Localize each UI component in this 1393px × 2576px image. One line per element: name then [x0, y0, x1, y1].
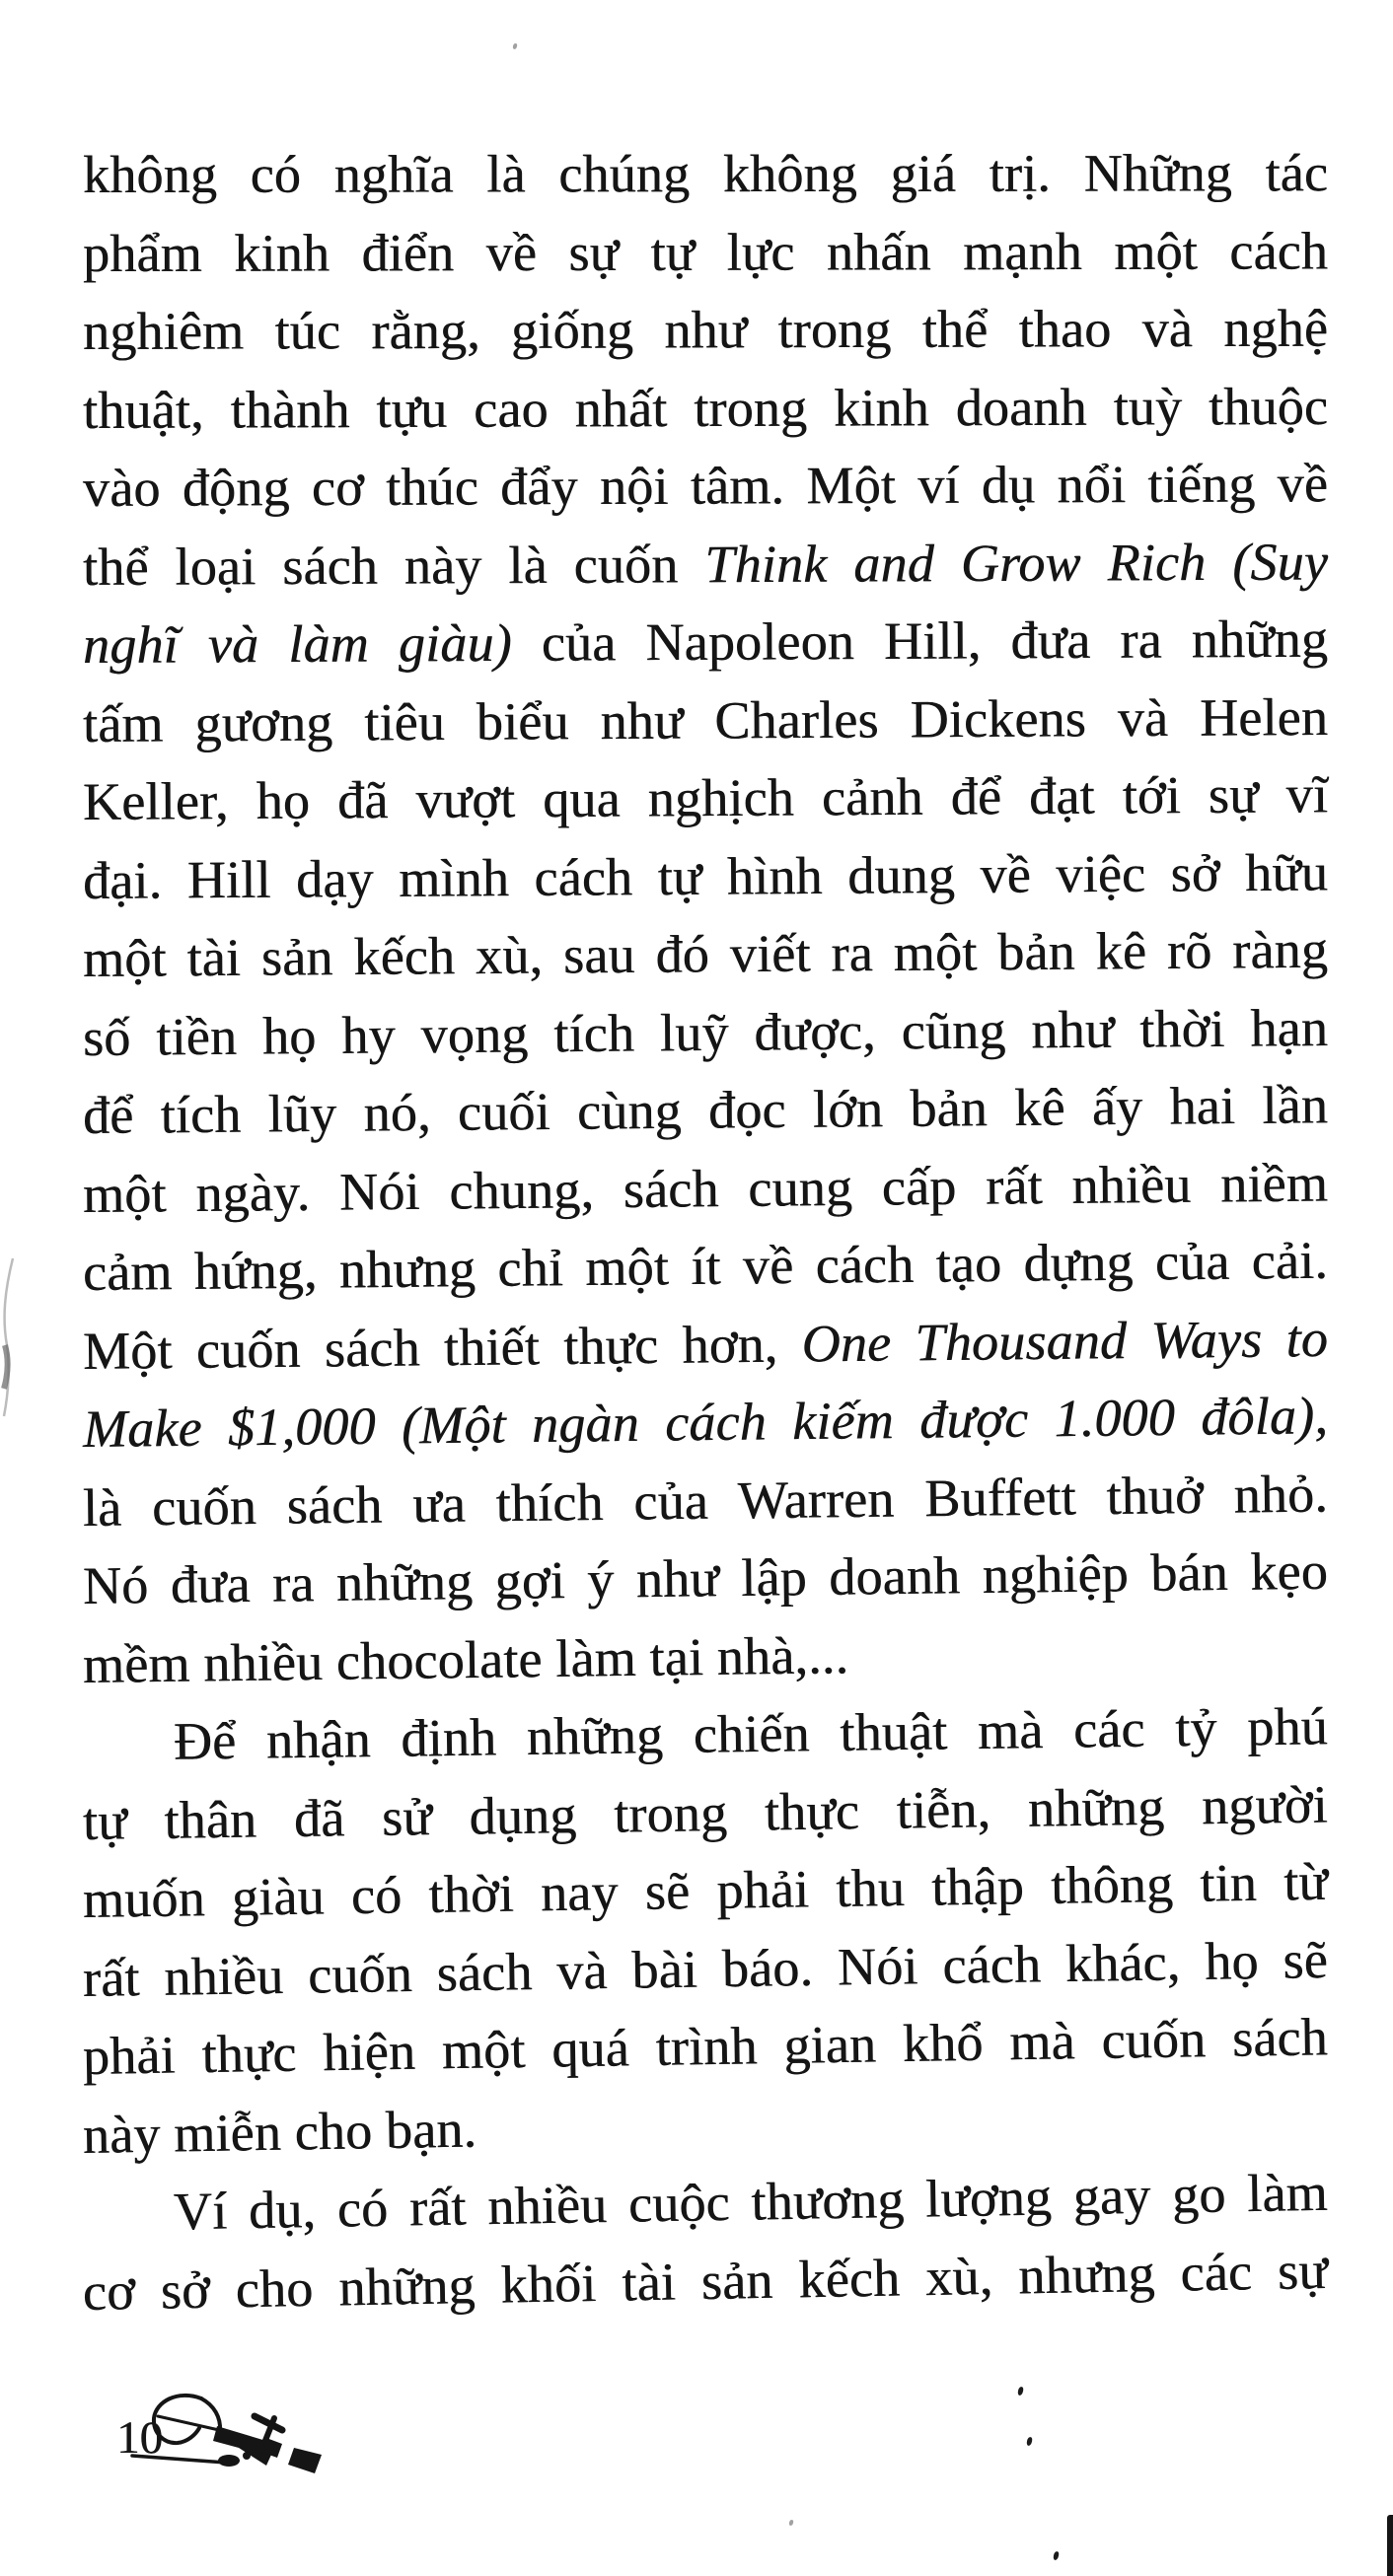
scan-smudge: [0, 1254, 22, 1422]
text-segment: thuật, thành tựu cao nhất trong kinh doanh tuỳ thuộc: [82, 376, 1329, 440]
text-line: [83, 678, 1328, 763]
text-segment: này miễn cho bạn.: [82, 2099, 477, 2165]
text-line: [83, 212, 1328, 293]
text-line: [82, 1533, 1328, 1626]
text-segment: để tích lũy nó, cuối cùng đọc lớn bản kê ấy hai lần: [82, 1075, 1329, 1145]
text-segment: Một cuốn sách thiết thực hơn,: [82, 1313, 802, 1381]
text-segment: của Napoleon Hill, đưa ra những: [511, 608, 1329, 673]
text-line: [83, 1222, 1329, 1313]
text-line: [83, 1144, 1329, 1234]
text-block: [83, 136, 1328, 2331]
text-segment: không có nghĩa là chúng không giá trị. Những tác: [82, 143, 1329, 204]
text-segment: phẩm kinh điển về sự tự lực nhấn mạnh một cách: [82, 220, 1329, 283]
text-segment: vào động cơ thúc đẩy nội tâm. Một ví dụ nổi tiếng về: [82, 454, 1329, 518]
text-segment: phải thực hiện một quá trình gian khổ mà cuốn sách: [82, 2007, 1329, 2086]
text-line: [83, 601, 1328, 685]
text-segment: Keller, họ đã vượt qua nghịch cảnh để đạt tới sự vĩ: [82, 764, 1329, 831]
text-segment: nghiêm túc rằng, giống như trong thể thao và nghệ: [82, 298, 1329, 361]
text-line: [83, 989, 1329, 1077]
text-segment: tự thân đã sử dụng trong thực tiễn, những người: [82, 1774, 1329, 1851]
text-line: [83, 1066, 1329, 1155]
text-segment: tấm gương tiêu biểu như Charles Dickens và Helen: [82, 686, 1329, 753]
text-segment: một tài sản kếch xù, sau đó viết ra một bản kê rõ ràng: [82, 919, 1329, 988]
text-segment: thể loại sách này là cuốn: [82, 534, 705, 597]
text-line: [83, 833, 1329, 920]
text-segment: Ví dụ, có rất nhiều cuộc thương lượng gay go làm: [173, 2162, 1329, 2242]
scan-speck: [1053, 2551, 1060, 2561]
scan-speck: [788, 2520, 793, 2527]
text-segment: là cuốn sách ưa thích của Warren Buffett thuở nhỏ.: [82, 1464, 1329, 1538]
page-number: 10: [116, 2412, 163, 2464]
text-line: [83, 134, 1328, 214]
text-segment: Nó đưa ra những gợi ý như lập doanh nghiệp bán kẹo: [82, 1540, 1329, 1615]
book-title-italic: Make $1,000 (Một ngàn cách kiếm được 1.000 đôla),: [82, 1386, 1329, 1459]
text-segment: mềm nhiều chocolate làm tại nhà,...: [82, 1624, 849, 1694]
text-line: [83, 290, 1328, 372]
text-segment: cơ sở cho những khối tài sản kếch xù, nhưng các sự: [82, 2240, 1329, 2322]
text-segment: cảm hứng, nhưng chỉ một ít về cách tạo dựng của cải.: [82, 1230, 1329, 1302]
text-line: [83, 755, 1328, 841]
text-line: [83, 445, 1328, 528]
text-segment: một ngày. Nói chung, sách cung cấp rất nhiều niềm: [82, 1153, 1329, 1224]
text-line: [83, 1300, 1329, 1391]
scan-speck: [1026, 2437, 1033, 2447]
text-line: [83, 523, 1328, 607]
scan-speck: [512, 43, 517, 50]
book-title-italic: One Thousand Ways to: [801, 1308, 1329, 1373]
text-segment: muốn giàu có thời nay sẽ phải thu thập thông tin từ: [82, 1851, 1329, 1929]
text-line: [83, 911, 1329, 999]
book-title-italic: nghĩ và làm giàu): [82, 612, 512, 675]
text-line: [82, 1377, 1328, 1468]
text-segment: đại. Hill dạy mình cách tự hình dung về việc sở hữu: [82, 841, 1329, 910]
text-segment: số tiền họ hy vọng tích luỹ được, cũng như thời hạn: [82, 997, 1329, 1067]
scan-edge-line: [1387, 2515, 1393, 2576]
pen-ornament-icon: [118, 2387, 345, 2480]
text-line: [82, 1455, 1328, 1547]
book-title-italic: Think and Grow Rich (Suy: [704, 531, 1329, 594]
text-segment: Để nhận định những chiến thuật mà các tỷ phú: [173, 1696, 1329, 1771]
text-segment: rất nhiều cuốn sách và bài báo. Nói cách khác, họ sẽ: [82, 1929, 1329, 2008]
text-line: [83, 367, 1328, 450]
scan-speck: [1017, 2387, 1024, 2397]
